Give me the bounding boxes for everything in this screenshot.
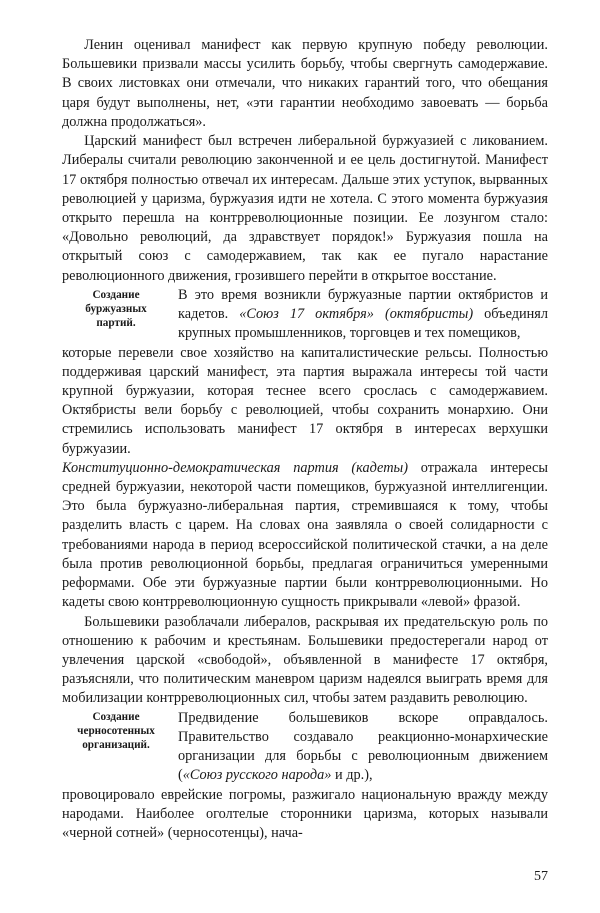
marginal-body-1 bbox=[178, 286, 548, 344]
marginal-block-black-hundreds bbox=[62, 709, 548, 844]
marginal-body-2 bbox=[178, 709, 548, 786]
marginal-block-bourgeois-parties bbox=[62, 286, 548, 459]
paragraph-3-tail: которые перевели свое хозяйство на капиталистические рельсы. Полностью поддерживая царский манифест, эта партия выражала интересы той части крупной буржуазии, которая теснее всего срослась с самодержавием. Октябристы вели борьбу с революцией, чтобы сохранить монархию. Они стремились использовать манифест 17 октября в интересах верхушки буржуазии. bbox=[62, 344, 549, 457]
paragraph-6: Предвидение большевиков вскоре оправдалось. Правительство создавало реакционно-монархические организации для борьбы с революционным движением («Союз русского народа» и др.), bbox=[178, 709, 548, 784]
side-note-bourgeois-parties: Создание буржуазных партий. bbox=[85, 288, 147, 329]
paragraph-7: провоцировало еврейские погромы, разжигало национальную вражду между народами. Наиболее оголтелые сторонники царизма, которых называли «черной сотней» (черносотенцы), нача- bbox=[62, 786, 548, 841]
paragraph-2: Царский манифест был встречен либеральной буржуазией с ликованием. Либералы считали революцию законченной и ее цель достигнутой. Манифест 17 октября полностью отвечал их интересам. Дальше этих уступок, вырванных революцией у царизма, буржуазия идти не хотела. С этого момента буржуазия открыто перешла на контрреволюционные позиции. Ее лозунгом стало: «Довольно революций, да здравствует порядок!» Буржуазия пошла на открытый союз с самодержавием, так как ее пугало нарастание революционного движения, грозившего перейти в открытое восстание. bbox=[62, 133, 548, 284]
page-body bbox=[62, 36, 548, 843]
paragraph-5: Большевики разоблачали либералов, раскрывая их предательскую роль по отношению к рабочим и крестьянам. Большевики предостерегали народ от увлечения царской «свободой», объявленной в манифесте 17 октября, разъясняли, что политическим маневром царизм надеялся выиграть время для мобилизации контрреволюционных сил, чтобы затем раздавить революцию. bbox=[62, 613, 548, 707]
side-note-black-hundreds: Создание черносотенных организаций. bbox=[77, 711, 155, 752]
paragraph-1: Ленин оценивал манифест как первую крупную победу революции. Большевики призвали массы усилить борьбу, чтобы свергнуть самодержавие. В своих листовках они отмечали, что никаких гарантий того, что обещания царя будут выполнены, нет, «эти гарантии необходимо завоевать — борьба должна продолжаться». bbox=[62, 37, 548, 130]
paragraph-3-head: В это время возникли буржуазные партии октябристов и кадетов. «Союз 17 октября» (октябристы) объединял крупных промышленников, торговцев и тех помещиков, bbox=[178, 286, 549, 342]
paragraph-4: Конституционно-демократическая партия (кадеты) отражала интересы средней буржуазии, некоторой части помещиков, буржуазной интеллигенции. Это была буржуазно-либеральная партия, стремившаяся к тому, чтобы разделить власть с царем. На словах она заявляла о своей солидарности с требованиями народа в период всероссийской политической стачки, а на деле была против революционной борьбы, предлагая ограничиться умеренными реформами. Обе эти буржуазные партии были контрреволюционными. Но кадеты свою контрреволюционную сущность прикрывали «левой» фразой. bbox=[62, 459, 548, 611]
page-number: 57 bbox=[534, 869, 548, 884]
